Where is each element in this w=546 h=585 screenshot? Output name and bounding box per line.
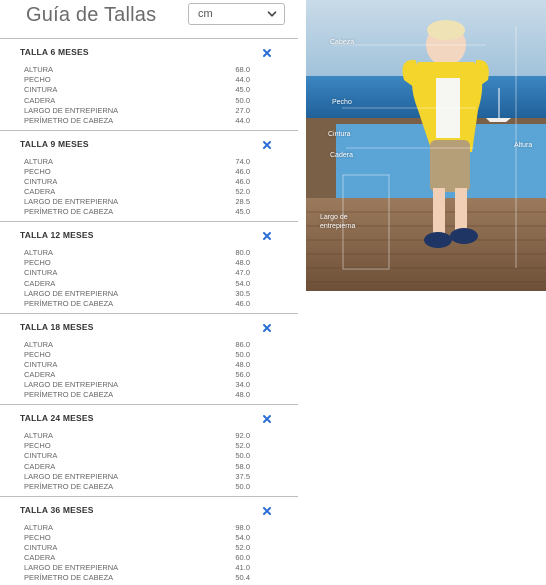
measurement-label: CINTURA [24,176,58,186]
measurement-label: CINTURA [24,359,58,369]
measurement-label: PECHO [24,166,51,176]
measurement-row [24,441,250,451]
measurement-value: 45.0 [235,207,250,217]
measurement-list [24,65,250,126]
measurement-label: CADERA [24,370,56,380]
close-icon[interactable] [262,320,272,330]
measurement-row [24,268,250,278]
measurement-row [24,116,250,126]
measurement-label: PERÍMETRO DE CABEZA [24,481,114,491]
measurement-label: LARGO DE ENTREPIERNA [24,380,119,390]
measurement-value: 50.0 [235,95,250,105]
measurement-value: 80.0 [235,248,250,257]
measurement-label: ALTURA [24,156,54,166]
measurement-value: 50.4 [235,573,250,583]
size-section [0,38,298,130]
measurement-value: 30.5 [235,288,250,298]
measurement-value: 52.0 [235,187,250,197]
measurement-row [24,106,250,116]
measurement-label: PECHO [24,349,51,359]
measurement-label: LARGO DE ENTREPIERNA [24,288,119,298]
measurement-row [24,451,250,461]
annotation-altura: Altura [514,142,533,149]
close-icon[interactable] [262,228,272,238]
measurement-value: 48.0 [235,258,250,268]
measurement-value: 46.0 [235,166,250,176]
measurement-label: CADERA [24,187,56,197]
measurement-row [24,390,250,400]
size-section [0,404,298,496]
measurement-value: 44.0 [235,115,250,125]
measurement-label: PERÍMETRO DE CABEZA [24,573,114,583]
measurement-row [24,523,250,533]
measurement-row [24,75,250,85]
measurement-label: LARGO DE ENTREPIERNA [24,471,119,481]
section-title: TALLA 18 MESES [20,321,94,332]
measurement-label: PECHO [24,258,51,268]
measurement-value: 48.0 [235,390,250,400]
section-title: TALLA 12 MESES [20,230,94,240]
measurement-value: 27.0 [235,105,250,115]
measurement-label: ALTURA [24,65,54,74]
measurement-value: 50.0 [235,451,250,461]
annotation-pecho: Pecho [332,99,352,106]
measurement-row [24,533,250,543]
measurement-label: CADERA [24,95,56,105]
measurement-row [24,207,250,217]
size-sections [0,38,298,585]
measurement-row [24,472,250,482]
measurement-row [24,157,250,167]
measurement-label: CADERA [24,553,56,563]
close-icon[interactable] [262,503,272,513]
measurement-row [24,85,250,95]
measurement-label: CINTURA [24,268,58,278]
close-icon[interactable] [262,45,272,55]
size-section [0,221,298,313]
measurement-label: PECHO [24,75,51,85]
measurement-row [24,96,250,106]
measurement-value: 44.0 [235,75,250,85]
size-section [0,130,298,222]
measurement-label: PERÍMETRO DE CABEZA [24,115,114,125]
measurement-row [24,431,250,441]
measurement-row [24,553,250,563]
measurement-label: CADERA [24,278,56,288]
section-title: TALLA 9 MESES [20,138,89,149]
measurement-row [24,350,250,360]
measurement-label: LARGO DE ENTREPIERNA [24,197,119,207]
measurement-label: PECHO [24,532,51,542]
measurement-label: LARGO DE ENTREPIERNA [24,563,119,573]
measurement-value: 48.0 [235,359,250,369]
measurement-label: PECHO [24,441,51,451]
measurement-value: 45.0 [235,85,250,95]
measurement-row [24,370,250,380]
measurement-row [24,299,250,309]
measurement-label: PERÍMETRO DE CABEZA [24,298,114,308]
close-icon[interactable] [262,411,272,421]
section-title: TALLA 24 MESES [20,413,94,423]
measurement-row [24,279,250,289]
measurement-value: 46.0 [235,176,250,186]
measurement-list [24,431,250,492]
measurement-value: 74.0 [235,156,250,166]
unit-select[interactable] [188,3,285,25]
measurement-value: 37.5 [235,471,250,481]
measurement-label: PERÍMETRO DE CABEZA [24,390,114,400]
measurement-list [24,248,250,309]
measurement-label: ALTURA [24,522,54,532]
measurement-value: 68.0 [235,65,250,74]
measurement-value: 86.0 [235,339,250,349]
measurement-value: 60.0 [235,553,250,563]
page-title: Guía de Tallas [26,4,157,26]
measurement-row [24,289,250,299]
measurement-label: CADERA [24,461,56,471]
measurement-value: 28.5 [235,197,250,207]
measurement-value: 52.0 [235,542,250,552]
section-title: TALLA 36 MESES [20,504,94,515]
measurement-row [24,197,250,207]
measurement-label: ALTURA [24,339,54,349]
chevron-down-icon [266,8,278,20]
measurement-row [24,360,250,370]
measurement-value: 50.0 [235,481,250,491]
measurement-value: 34.0 [235,380,250,390]
measurement-row [24,462,250,472]
measurement-value: 92.0 [235,431,250,440]
measurement-label: CINTURA [24,451,58,461]
model-photo [306,0,546,291]
measurement-value: 50.0 [235,349,250,359]
measurement-row [24,340,250,350]
measurement-value: 98.0 [235,522,250,532]
measurement-value: 46.0 [235,298,250,308]
measurement-label: CINTURA [24,85,58,95]
close-icon[interactable] [262,137,272,147]
measurement-value: 54.0 [235,532,250,542]
measurement-label: ALTURA [24,248,54,257]
annotation-entrepierna: Largo de entrepierna [320,214,356,230]
measurement-list [24,523,250,584]
size-section [0,313,298,405]
measurement-row [24,167,250,177]
measurement-value: 41.0 [235,563,250,573]
measurement-value: 58.0 [235,461,250,471]
measurement-row [24,187,250,197]
annotation-cadera: Cadera [330,152,353,159]
section-title: TALLA 6 MESES [20,47,89,57]
measurement-row [24,248,250,258]
measurement-row [24,258,250,268]
annotation-cintura: Cintura [328,131,351,138]
measurement-value: 54.0 [235,278,250,288]
annotation-cabeza: Cabeza [330,39,355,46]
measurement-value: 52.0 [235,441,250,451]
measurement-list [24,157,250,218]
measurement-row [24,65,250,75]
unit-select-value: cm [198,8,213,20]
measurement-value: 56.0 [235,370,250,380]
measurement-row [24,177,250,187]
measurement-label: ALTURA [24,431,54,440]
measurement-row [24,380,250,390]
measurement-row [24,573,250,583]
measurement-value: 47.0 [235,268,250,278]
measurement-label: CINTURA [24,542,58,552]
measurement-label: LARGO DE ENTREPIERNA [24,105,119,115]
measurement-label: PERÍMETRO DE CABEZA [24,207,114,217]
measurement-row [24,563,250,573]
measurement-row [24,482,250,492]
measurement-list [24,340,250,401]
size-section [0,496,298,585]
measurement-row [24,543,250,553]
